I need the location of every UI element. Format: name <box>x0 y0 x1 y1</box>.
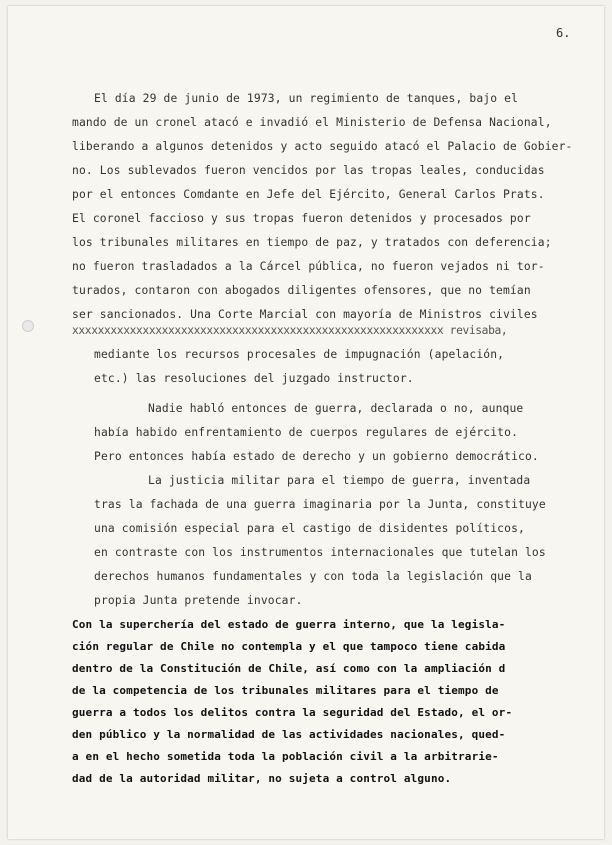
text-line: por el entonces Comdante en Jefe del Ejército, General Carlos Prats. <box>72 188 545 201</box>
text-line: una comisión especial para el castigo de disidentes políticos, <box>94 522 525 535</box>
text-line: liberando a algunos detenidos y acto seguido atacó el Palacio de Gobier- <box>72 140 573 153</box>
text-line: mediante los recursos procesales de impugnación (apelación, <box>94 348 505 361</box>
text-line: El coronel faccioso y sus tropas fueron detenidos y procesados por <box>72 212 531 225</box>
document-page <box>8 6 604 839</box>
text-line: no. Los sublevados fueron vencidos por las tropas leales, conducidas <box>72 164 545 177</box>
text-line: dad de la autoridad militar, no sujeta a control alguno. <box>72 772 452 785</box>
page-number: 6. <box>556 26 571 40</box>
text-line: mando de un cronel atacó e invadió el Ministerio de Defensa Nacional, <box>72 116 552 129</box>
text-line: ser sancionados. Una Corte Marcial con mayoría de Ministros civiles <box>72 308 538 321</box>
text-line: dentro de la Constitución de Chile, así como con la ampliación d <box>72 662 506 675</box>
text-line: a en el hecho sometida toda la población civil a la arbitrarie- <box>72 750 499 763</box>
text-line: turados, contaron con abogados diligentes ofensores, que no temían <box>72 284 531 297</box>
text-line: de la competencia de los tribunales militares para el tiempo de <box>72 684 499 697</box>
text-line: Nadie habló entonces de guerra, declarada o no, aunque <box>148 402 524 415</box>
punch-hole <box>22 320 34 332</box>
text-line: Con la superchería del estado de guerra interno, que la legisla- <box>72 618 506 631</box>
text-line: La justicia militar para el tiempo de guerra, inventada <box>148 474 531 487</box>
text-line: no fueron trasladados a la Cárcel pública, no fueron vejados ni tor- <box>72 260 545 273</box>
text-line: etc.) las resoluciones del juzgado instructor. <box>94 372 414 385</box>
struck-text-line: xxxxxxxxxxxxxxxxxxxxxxxxxxxxxxxxxxxxxxxxxxxxxxxxxxxxxxxxxx revisaba, <box>72 324 508 337</box>
text-line: Pero entonces había estado de derecho y un gobierno democrático. <box>94 450 539 463</box>
text-line: los tribunales militares en tiempo de paz, y tratados con deferencia; <box>72 236 552 249</box>
text-line: guerra a todos los delitos contra la seguridad del Estado, el or- <box>72 706 513 719</box>
text-line: en contraste con los instrumentos internacionales que tutelan los <box>94 546 546 559</box>
text-line: ción regular de Chile no contempla y el que tampoco tiene cabida <box>72 640 506 653</box>
text-line: El día 29 de junio de 1973, un regimiento de tanques, bajo el <box>94 92 519 105</box>
text-line: tras la fachada de una guerra imaginaria por la Junta, constituye <box>94 498 546 511</box>
text-line: derechos humanos fundamentales y con toda la legislación que la <box>94 570 532 583</box>
text-line: propia Junta pretende invocar. <box>94 594 303 607</box>
text-line: den público y la normalidad de las actividades nacionales, qued- <box>72 728 506 741</box>
text-line: había habido enfrentamiento de cuerpos regulares de ejército. <box>94 426 519 439</box>
